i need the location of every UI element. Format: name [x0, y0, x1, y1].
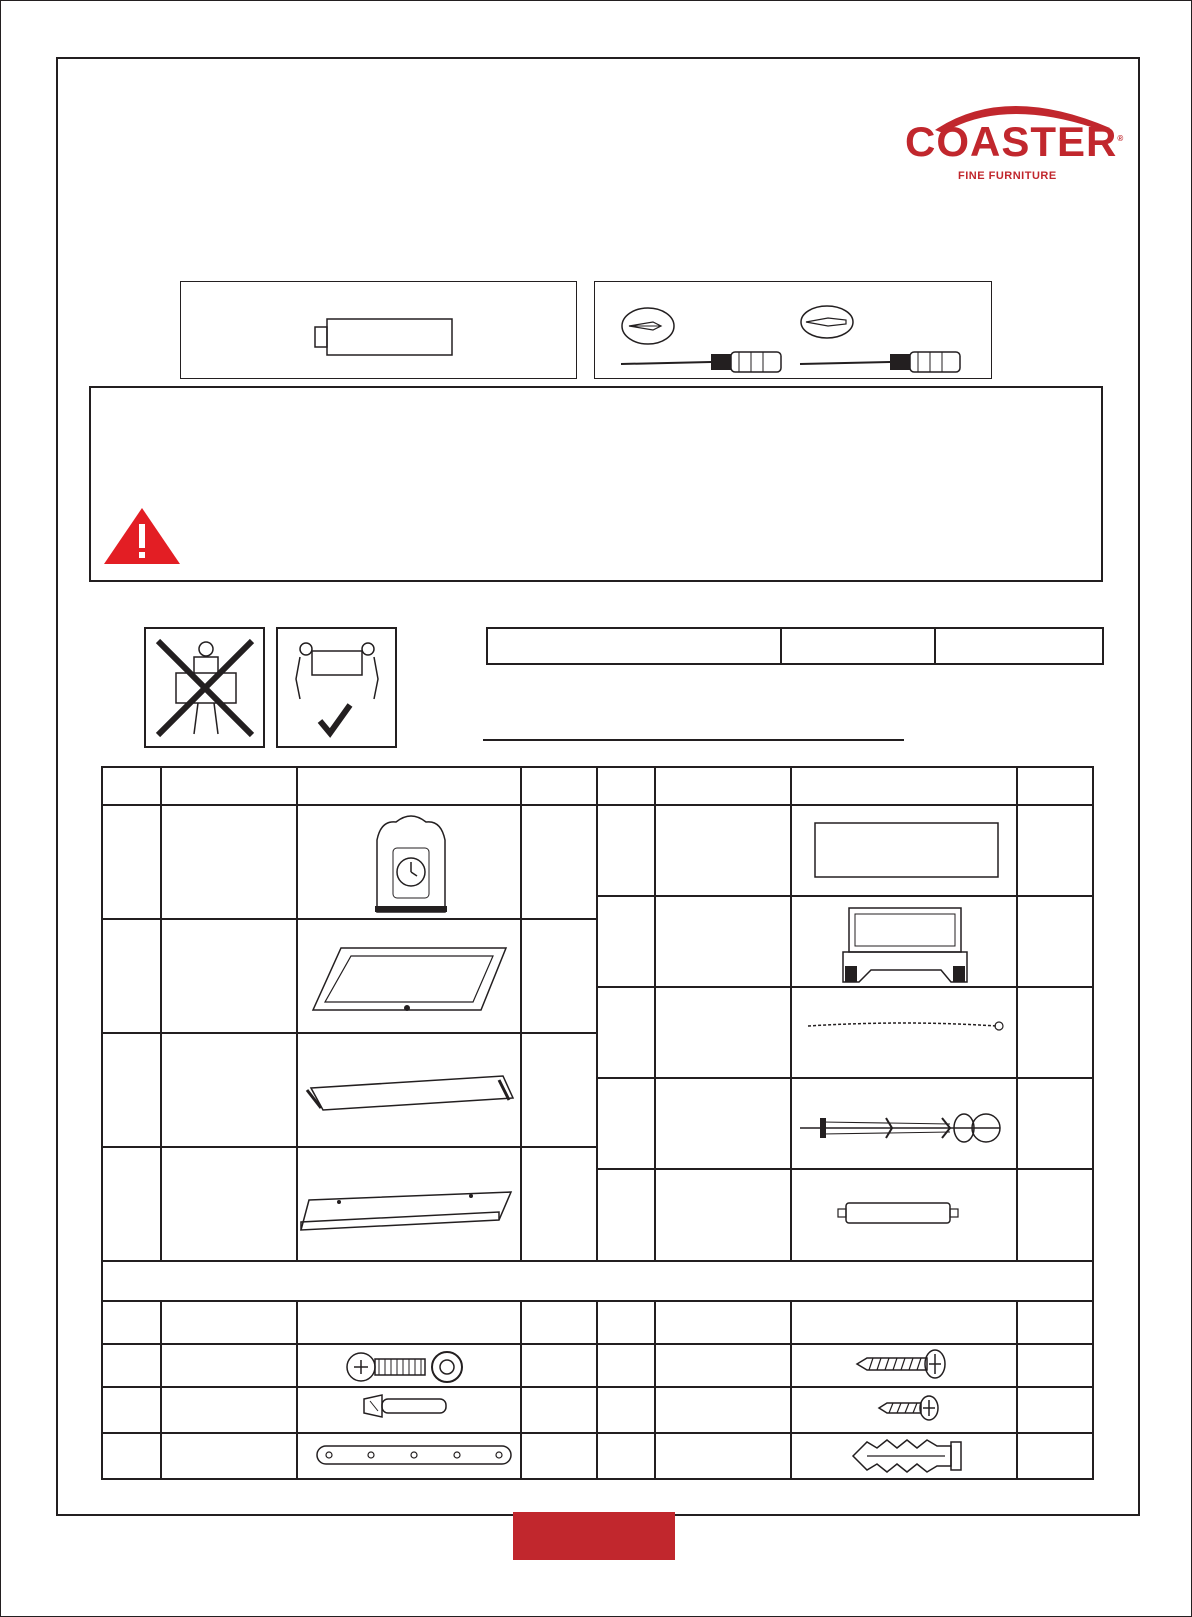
signature-line [483, 739, 904, 741]
warning-triangle-icon [103, 506, 183, 570]
two-person-lift-check-icon [278, 629, 395, 746]
clock-cabinet-drawing [371, 810, 451, 914]
coaster-logo [905, 88, 1125, 188]
wall-anchor-drawing [847, 1436, 971, 1478]
chain-drawing [806, 1016, 1006, 1036]
page-footer-tab [513, 1512, 675, 1560]
base-shelf-drawing [299, 1186, 513, 1236]
metal-strap-drawing [315, 1442, 513, 1468]
battery-cylinder-drawing [838, 1201, 968, 1225]
long-screw-drawing [855, 1348, 949, 1380]
phillips-screwdriver-icon [621, 306, 791, 376]
short-screw-drawing [877, 1394, 943, 1422]
incorrect-lift-box [144, 627, 265, 748]
model-info-table [486, 627, 1104, 665]
bolt-washer-drawing [345, 1348, 465, 1386]
registered-mark: ® [1117, 134, 1125, 143]
battery-requirement-box [180, 281, 577, 379]
single-person-lift-crossed-icon [146, 629, 263, 746]
parts-table [101, 766, 1094, 1480]
flathead-screwdriver-icon [800, 306, 970, 376]
tools-required-box [594, 281, 992, 379]
crown-shelf-drawing [303, 1068, 513, 1114]
glass-panel-drawing [814, 822, 1000, 878]
base-frame-drawing [841, 904, 971, 984]
door-frame-drawing [311, 946, 507, 1016]
pendulum-drawing [800, 1106, 1006, 1150]
correct-lift-box [276, 627, 397, 748]
battery-icon [315, 319, 455, 359]
dowel-drawing [362, 1393, 452, 1419]
logo-tagline: FINE FURNITURE [958, 170, 1057, 182]
logo-wordmark: COASTER [905, 118, 1118, 165]
warning-box [89, 386, 1103, 582]
